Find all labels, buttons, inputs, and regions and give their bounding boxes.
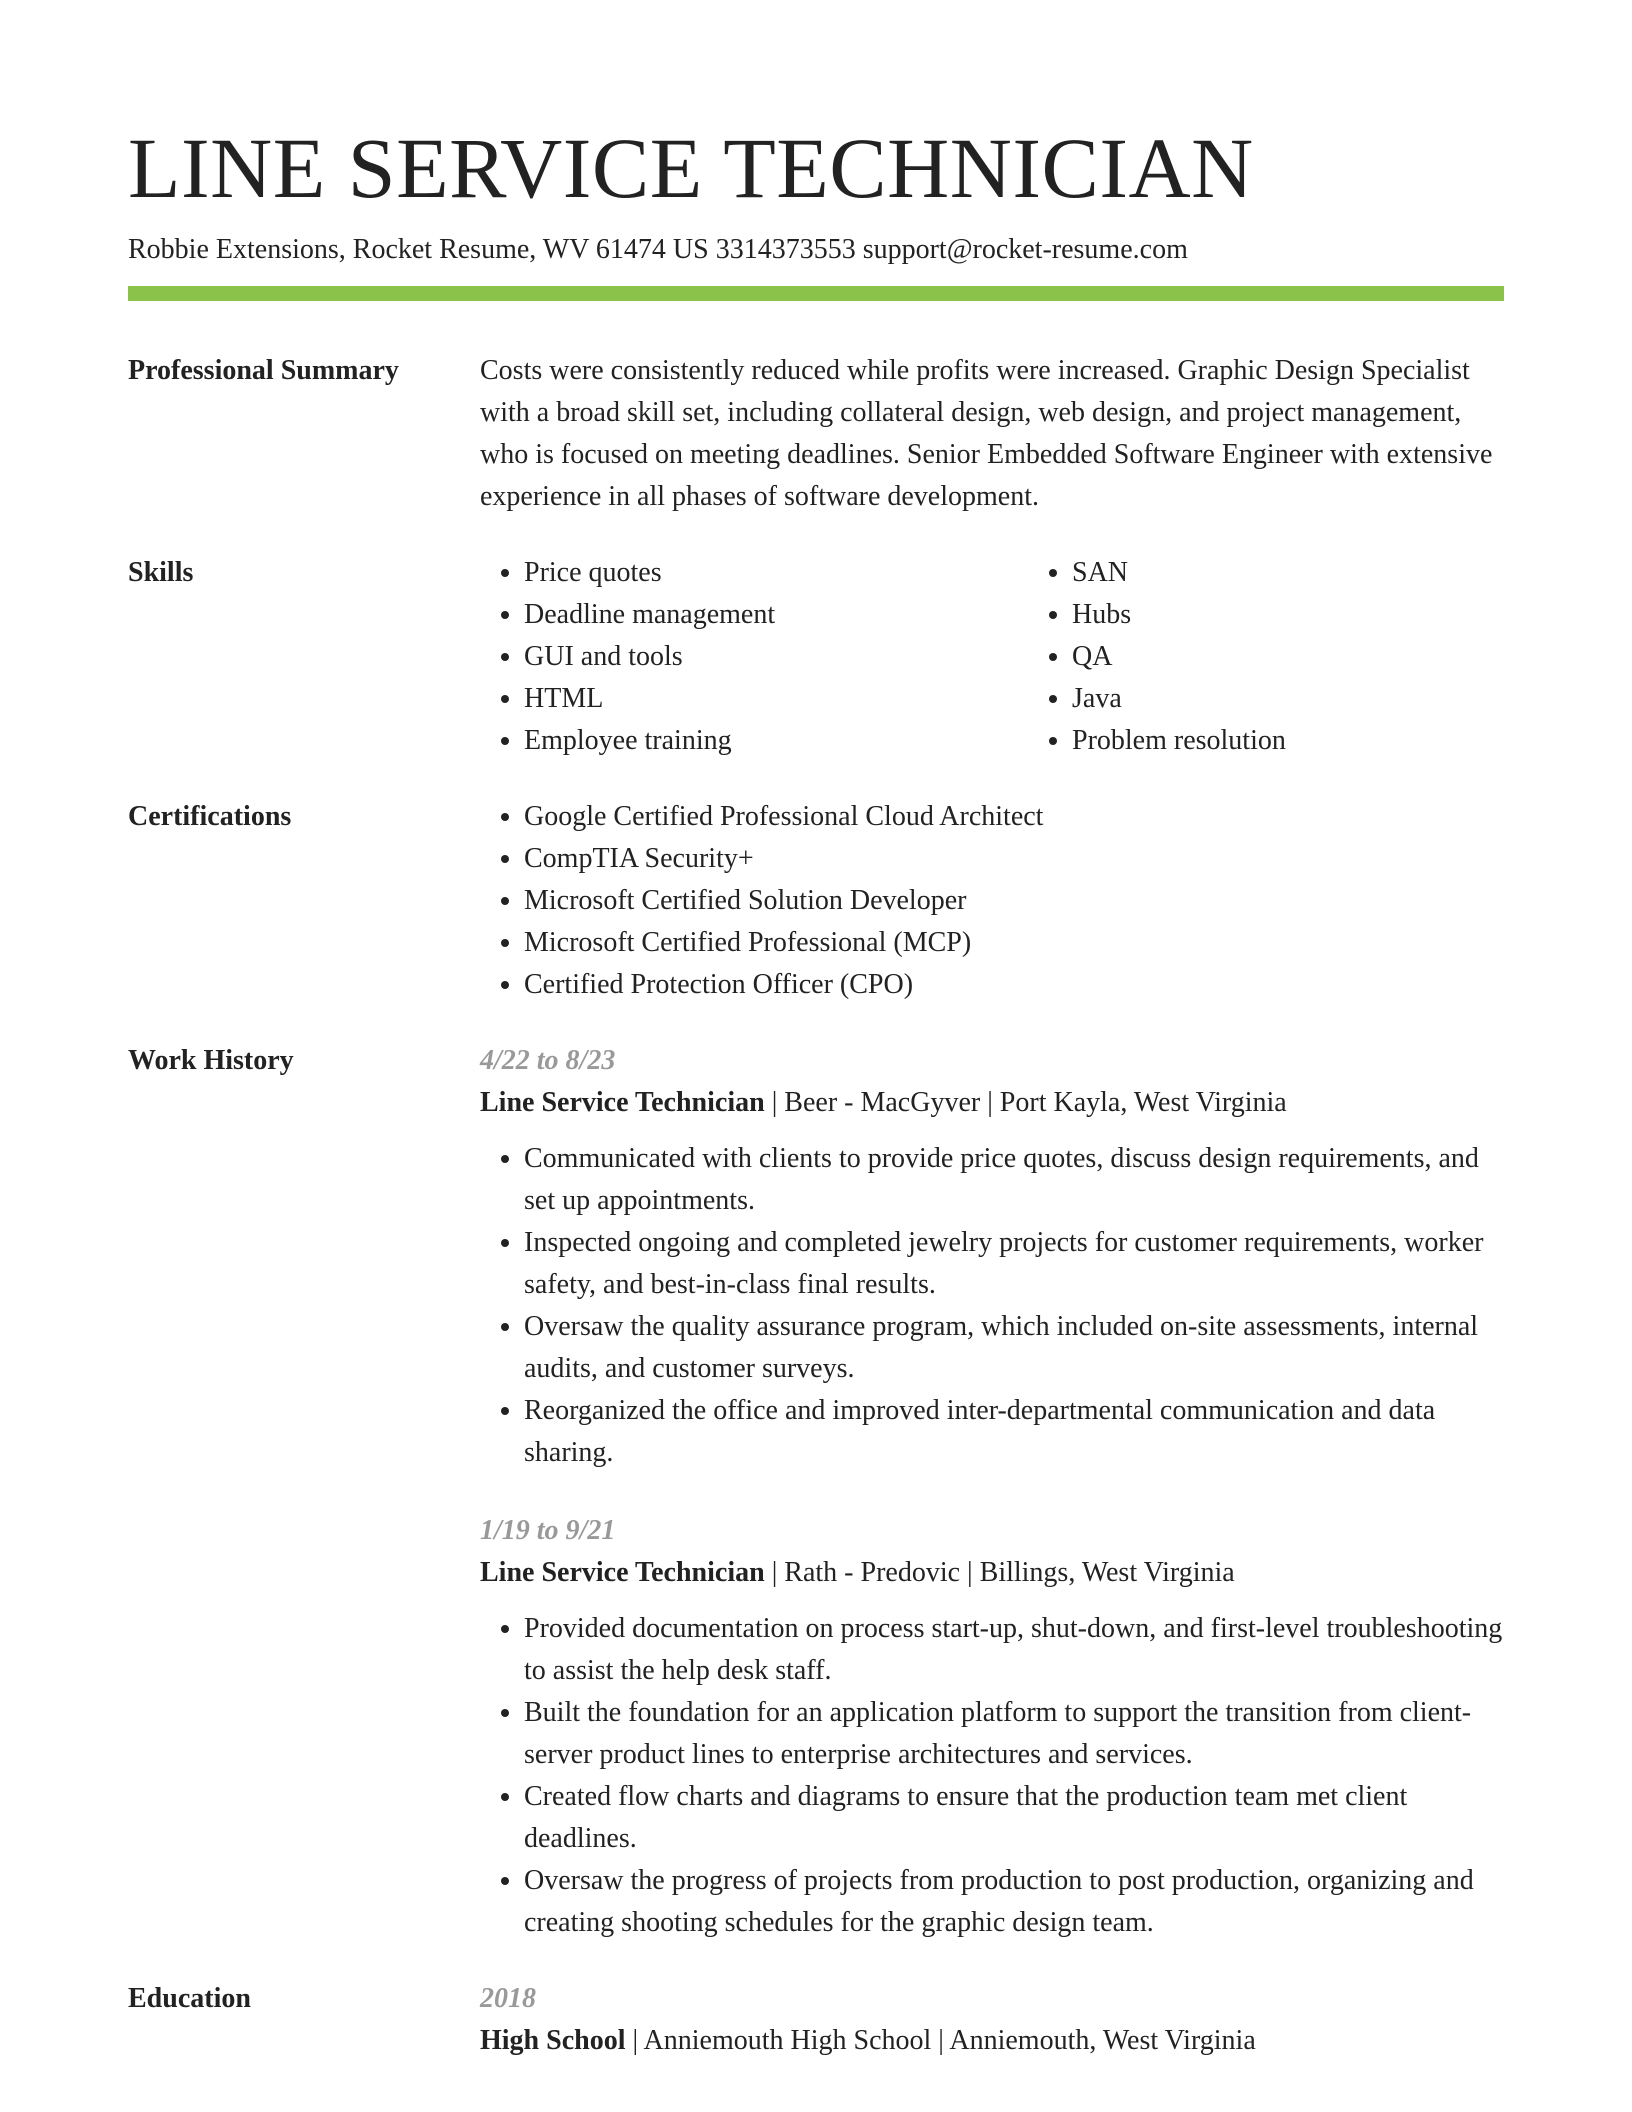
certification-item: • CompTIA Security+ xyxy=(524,838,1504,880)
skill-item: • GUI and tools xyxy=(524,636,1028,678)
job-title-line xyxy=(480,1082,1504,1124)
section-title-summary: Professional Summary xyxy=(128,355,399,386)
section-certifications xyxy=(128,796,1504,1006)
education-body xyxy=(480,1978,1504,2062)
job-role: Line Service Technician xyxy=(480,1087,765,1118)
skill-item: • Problem resolution xyxy=(1072,720,1572,762)
section-title-skills: Skills xyxy=(128,557,194,588)
education-title-line xyxy=(480,2020,1504,2062)
section-professional-summary xyxy=(128,350,1504,518)
job-dates: 4/22 to 8/23 xyxy=(480,1045,616,1076)
job-role: Line Service Technician xyxy=(480,1557,765,1588)
skill-item: • HTML xyxy=(524,678,1028,720)
education-details: | Anniemouth High School | Anniemouth, West Virginia xyxy=(625,2025,1256,2056)
skills-body xyxy=(480,552,1572,762)
summary-text: Costs were consistently reduced while profits were increased. Graphic Design Specialist with a broad skill set, including collateral design, web design, and project management, who is focused on meeting deadlines. Senior Embedded Software Engineer with extensive experience in all phases of software development. xyxy=(480,355,1493,512)
job-bullet: • Oversaw the progress of projects from production to post production, organizing and creating shooting schedules for the graphic design team. xyxy=(524,1860,1504,1944)
summary-body xyxy=(480,350,1504,518)
job-bullet: • Communicated with clients to provide price quotes, discuss design requirements, and set up appointments. xyxy=(524,1138,1504,1222)
work-body xyxy=(480,1040,1504,1944)
job-bullet: • Built the foundation for an application platform to support the transition from client-server product lines to enterprise architectures and services. xyxy=(524,1692,1504,1776)
job-dates: 1/19 to 9/21 xyxy=(480,1515,616,1546)
certification-item: • Google Certified Professional Cloud Architect xyxy=(524,796,1504,838)
certification-item: • Certified Protection Officer (CPO) xyxy=(524,964,1504,1006)
job-bullets xyxy=(480,1608,1504,1944)
section-work-history xyxy=(128,1040,1504,1944)
certifications-list xyxy=(480,796,1504,1006)
job-details: | Beer - MacGyver | Port Kayla, West Virginia xyxy=(764,1087,1287,1118)
skills-list-left xyxy=(480,552,1028,762)
job-bullet: • Inspected ongoing and completed jewelry projects for customer requirements, worker safety, and best-in-class final results. xyxy=(524,1222,1504,1306)
job-bullets xyxy=(480,1138,1504,1474)
job-bullet: • Created flow charts and diagrams to ensure that the production team met client deadlines. xyxy=(524,1776,1504,1860)
job-bullet: • Provided documentation on process start-up, shut-down, and first-level troubleshooting to assist the help desk staff. xyxy=(524,1608,1504,1692)
section-skills xyxy=(128,552,1504,762)
skills-list-right xyxy=(1028,552,1572,762)
certifications-body xyxy=(480,796,1504,1006)
resume-sections xyxy=(128,350,1504,2096)
certification-item: • Microsoft Certified Solution Developer xyxy=(524,880,1504,922)
skill-item: • Hubs xyxy=(1072,594,1572,636)
job-entry xyxy=(480,1040,1504,1474)
skill-item: • Employee training xyxy=(524,720,1028,762)
section-education xyxy=(128,1978,1504,2062)
section-title-education: Education xyxy=(128,1983,251,2014)
certification-item: • Microsoft Certified Professional (MCP) xyxy=(524,922,1504,964)
skill-item: • Deadline management xyxy=(524,594,1028,636)
job-title-line xyxy=(480,1552,1504,1594)
accent-divider xyxy=(128,286,1504,301)
resume-title: LINE SERVICE TECHNICIAN xyxy=(128,120,1254,216)
skill-item: • QA xyxy=(1072,636,1572,678)
education-degree: High School xyxy=(480,2025,626,2056)
section-title-work: Work History xyxy=(128,1045,294,1076)
contact-line: Robbie Extensions, Rocket Resume, WV 61474 US 3314373553 support@rocket-resume.com xyxy=(128,234,1188,265)
job-bullet: • Oversaw the quality assurance program, which included on-site assessments, internal audits, and customer surveys. xyxy=(524,1306,1504,1390)
skill-item: • Price quotes xyxy=(524,552,1028,594)
skill-item: • SAN xyxy=(1072,552,1572,594)
job-entry xyxy=(480,1510,1504,1944)
section-title-certifications: Certifications xyxy=(128,801,292,832)
job-bullet: • Reorganized the office and improved inter-departmental communication and data sharing. xyxy=(524,1390,1504,1474)
skill-item: • Java xyxy=(1072,678,1572,720)
job-details: | Rath - Predovic | Billings, West Virginia xyxy=(764,1557,1235,1588)
education-year: 2018 xyxy=(480,1983,536,2014)
